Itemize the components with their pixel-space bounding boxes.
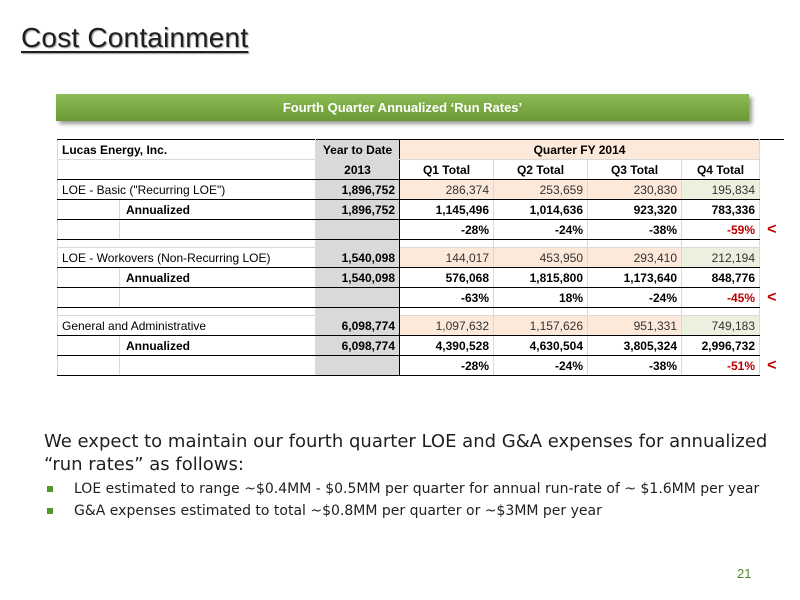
percent-change: -51% <box>682 356 760 376</box>
empty-cell <box>58 356 120 376</box>
quarter-value: 286,374 <box>400 180 494 200</box>
quarter-value: 144,017 <box>400 248 494 268</box>
annualized-row <box>58 268 784 288</box>
subheader-row <box>58 160 784 180</box>
percent-change: -59% <box>682 220 760 240</box>
spacer-cell <box>760 140 784 160</box>
annualized-value: 1,815,800 <box>494 268 588 288</box>
percent-change: -28% <box>400 220 494 240</box>
spacer-cell <box>760 316 784 336</box>
quarter-value: 453,950 <box>494 248 588 268</box>
spacer-cell <box>760 180 784 200</box>
annualized-value: 1,014,636 <box>494 200 588 220</box>
bullet-list <box>44 478 759 522</box>
annualized-label: Annualized <box>120 268 316 288</box>
ytd-value: 1,896,752 <box>316 180 400 200</box>
empty-cell <box>58 268 120 288</box>
bullet-text: G&A expenses estimated to total ~$0.8MM per quarter or ~$3MM per year <box>74 503 602 519</box>
quarter-value: 1,097,632 <box>400 316 494 336</box>
year-header: 2013 <box>316 160 400 180</box>
highlight-marker-icon: < <box>767 356 777 374</box>
percent-change: -28% <box>400 356 494 376</box>
empty-cell <box>316 288 400 308</box>
quarter-value: 951,331 <box>588 316 682 336</box>
annualized-value: 2,996,732 <box>682 336 760 356</box>
percent-change: -24% <box>494 220 588 240</box>
spacer-cell <box>760 160 784 180</box>
header-row <box>58 140 784 160</box>
row-label: LOE - Basic ("Recurring LOE") <box>58 180 316 200</box>
quarter-value: 195,834 <box>682 180 760 200</box>
annualized-value: 4,390,528 <box>400 336 494 356</box>
quarter-value: 1,157,626 <box>494 316 588 336</box>
percent-row <box>58 288 784 308</box>
annualized-value: 923,320 <box>588 200 682 220</box>
spacer-cell <box>760 248 784 268</box>
quarter-value: 253,659 <box>494 180 588 200</box>
empty-cell <box>58 220 120 240</box>
quarter-value: 293,410 <box>588 248 682 268</box>
table-row <box>58 248 784 268</box>
cost-table <box>57 139 784 376</box>
company-name: Lucas Energy, Inc. <box>58 140 316 160</box>
bullet-item <box>44 478 759 500</box>
quarter-value: 230,830 <box>588 180 682 200</box>
percent-change: -38% <box>588 220 682 240</box>
row-label: LOE - Workovers (Non-Recurring LOE) <box>58 248 316 268</box>
empty-cell <box>120 288 316 308</box>
section-banner: Fourth Quarter Annualized ‘Run Rates’ <box>56 94 749 121</box>
page-number: 21 <box>737 566 752 581</box>
annualized-value: 783,336 <box>682 200 760 220</box>
spacer-row <box>58 308 784 316</box>
annualized-ytd: 1,540,098 <box>316 268 400 288</box>
highlight-marker-icon: < <box>767 220 777 238</box>
annualized-value: 3,805,324 <box>588 336 682 356</box>
empty-cell <box>316 220 400 240</box>
highlight-marker-icon: < <box>767 288 777 306</box>
percent-row <box>58 220 784 240</box>
annualized-row <box>58 200 784 220</box>
quarter-col-header: Q4 Total <box>682 160 760 180</box>
annualized-label: Annualized <box>120 336 316 356</box>
percent-change: -24% <box>588 288 682 308</box>
annualized-label: Annualized <box>120 200 316 220</box>
quarter-value: 212,194 <box>682 248 760 268</box>
annualized-ytd: 1,896,752 <box>316 200 400 220</box>
empty-cell <box>120 356 316 376</box>
empty-cell <box>58 288 120 308</box>
annualized-value: 4,630,504 <box>494 336 588 356</box>
annualized-ytd: 6,098,774 <box>316 336 400 356</box>
annualized-row <box>58 336 784 356</box>
ytd-value: 1,540,098 <box>316 248 400 268</box>
empty-cell <box>58 336 120 356</box>
table-row <box>58 316 784 336</box>
bullet-square-icon <box>47 486 53 492</box>
spacer-cell <box>760 268 784 288</box>
annualized-value: 576,068 <box>400 268 494 288</box>
percent-change: 18% <box>494 288 588 308</box>
ytd-value: 6,098,774 <box>316 316 400 336</box>
spacer-cell <box>760 200 784 220</box>
spacer-cell <box>760 336 784 356</box>
percent-change: -63% <box>400 288 494 308</box>
row-label: General and Administrative <box>58 316 316 336</box>
quarter-col-header: Q2 Total <box>494 160 588 180</box>
empty-cell <box>58 200 120 220</box>
annualized-value: 1,173,640 <box>588 268 682 288</box>
annualized-value: 848,776 <box>682 268 760 288</box>
percent-change: -24% <box>494 356 588 376</box>
quarter-header: Quarter FY 2014 <box>400 140 760 160</box>
percent-change: -45% <box>682 288 760 308</box>
quarter-value: 749,183 <box>682 316 760 336</box>
bullet-square-icon <box>47 508 53 514</box>
percent-change: -38% <box>588 356 682 376</box>
ytd-header: Year to Date <box>316 140 400 160</box>
empty-cell <box>316 356 400 376</box>
table-row <box>58 180 784 200</box>
bullet-text: LOE estimated to range ~$0.4MM - $0.5MM per quarter for annual run-rate of ~ $1.6MM per year <box>74 481 760 497</box>
bullet-item <box>44 500 759 522</box>
spacer-row <box>58 240 784 248</box>
page-title: Cost Containment <box>21 22 249 53</box>
empty-cell <box>120 220 316 240</box>
percent-row <box>58 356 784 376</box>
annualized-value: 1,145,496 <box>400 200 494 220</box>
quarter-col-header: Q1 Total <box>400 160 494 180</box>
quarter-col-header: Q3 Total <box>588 160 682 180</box>
empty-cell <box>58 160 316 180</box>
body-text: We expect to maintain our fourth quarter LOE and G&A expenses for annualized “run rates” as follows: <box>44 431 768 475</box>
